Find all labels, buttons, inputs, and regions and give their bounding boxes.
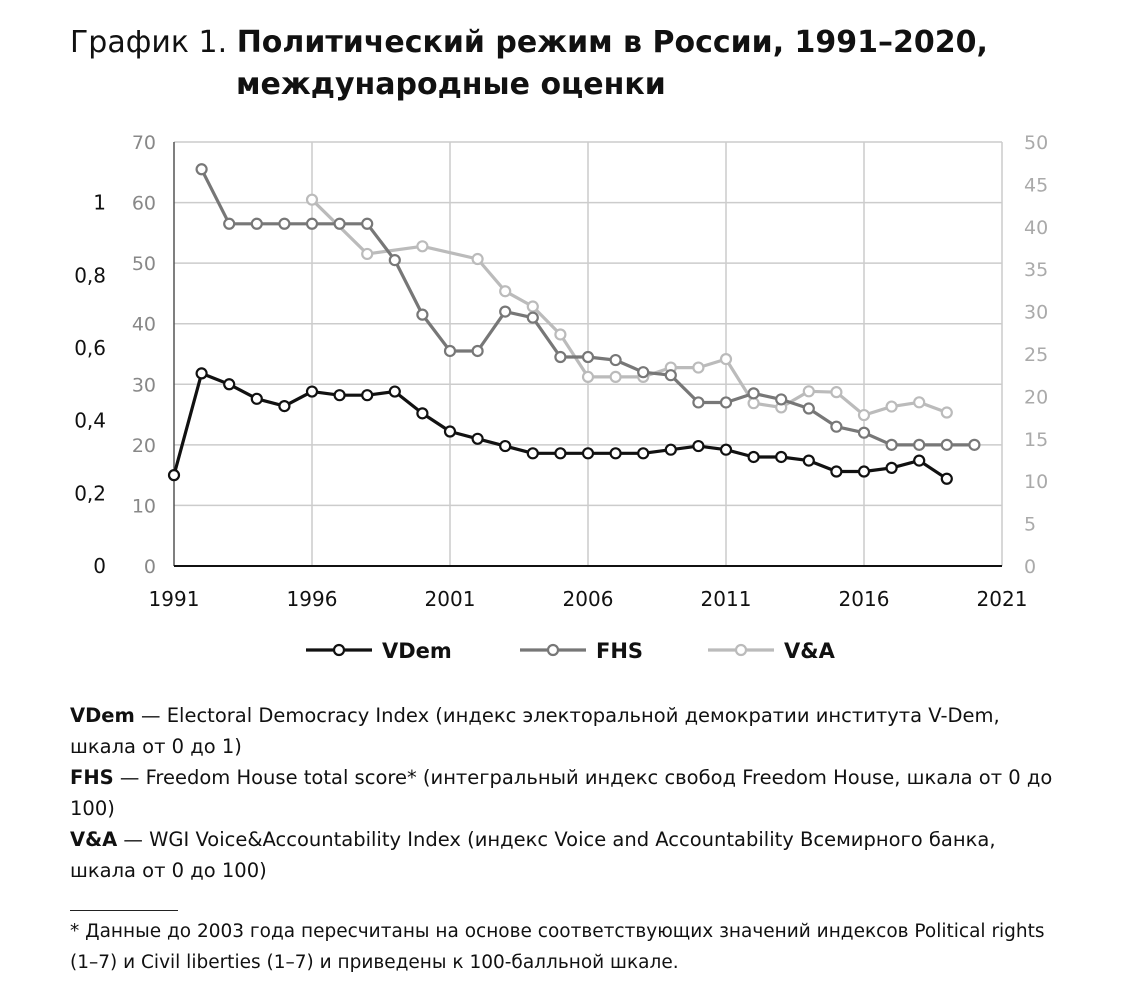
data-point-vdem: [362, 390, 372, 400]
data-point-vdem: [776, 452, 786, 462]
y-tick-label-inner: 70: [131, 132, 156, 154]
note-va: [70, 824, 1060, 886]
y-tick-label-outer: 0: [93, 554, 106, 578]
data-point-va: [362, 249, 372, 259]
note-text: — WGI Voice&Accountability Index (индекс Voice and Accountability Всемирного банка, шкала от 0 до 100): [70, 828, 996, 882]
data-point-vdem: [611, 448, 621, 458]
data-point-va: [914, 397, 924, 407]
series-line-va: [312, 200, 947, 415]
footnote: [70, 916, 1060, 978]
legend-label-va: V&A: [784, 639, 835, 663]
data-point-vdem: [859, 467, 869, 477]
legend-label-vdem: VDem: [382, 639, 452, 663]
legend-marker-vdem: [334, 645, 344, 655]
data-point-fhs: [473, 346, 483, 356]
data-point-fhs: [749, 388, 759, 398]
data-point-fhs: [776, 394, 786, 404]
data-point-vdem: [666, 445, 676, 455]
y-tick-label-right: 45: [1024, 174, 1049, 197]
chart-title-line1: Политический режим в России, 1991–2020,: [236, 25, 988, 60]
y-tick-label-inner: 30: [131, 374, 156, 397]
note-fhs: [70, 762, 1060, 824]
data-point-vdem: [831, 467, 841, 477]
data-point-fhs: [914, 440, 924, 450]
data-point-vdem: [224, 379, 234, 389]
data-point-fhs: [583, 352, 593, 362]
data-point-va: [693, 363, 703, 373]
x-tick-label: 1996: [286, 587, 338, 611]
y-tick-label-right: 0: [1024, 556, 1037, 578]
y-tick-label-inner: 0: [143, 556, 156, 578]
data-point-fhs: [721, 397, 731, 407]
data-point-fhs: [831, 422, 841, 432]
data-point-vdem: [417, 408, 427, 418]
data-point-vdem: [197, 368, 207, 378]
data-point-vdem: [307, 387, 317, 397]
y-tick-label-right: 5: [1024, 513, 1037, 536]
data-point-vdem: [749, 452, 759, 462]
y-tick-label-right: 40: [1024, 216, 1049, 239]
data-point-fhs: [969, 440, 979, 450]
x-tick-label: 2011: [700, 587, 752, 611]
data-point-vdem: [390, 387, 400, 397]
series-notes: [70, 700, 1060, 886]
data-point-vdem: [914, 456, 924, 466]
data-point-fhs: [500, 307, 510, 317]
y-tick-label-right: 25: [1024, 344, 1049, 366]
data-point-va: [749, 398, 759, 408]
data-point-fhs: [224, 219, 234, 229]
data-point-fhs: [252, 219, 262, 229]
y-tick-label-inner: 20: [131, 434, 156, 457]
note-term: FHS: [70, 766, 114, 789]
data-point-vdem: [555, 448, 565, 458]
chart-title-line2: международные оценки: [236, 67, 666, 102]
data-point-vdem: [583, 448, 593, 458]
data-point-vdem: [942, 474, 952, 484]
y-tick-label-right: 10: [1024, 471, 1049, 494]
data-point-fhs: [390, 255, 400, 265]
footnote-text: * Данные до 2003 года пересчитаны на основе соответствующих значений индексов Political rights (1–7) и Civil liberties (1–7) и приведены к 100-балльной шкале.: [70, 921, 1045, 973]
y-tick-label-inner: 40: [131, 313, 156, 336]
x-tick-label: 2006: [562, 587, 614, 611]
data-point-fhs: [942, 440, 952, 450]
note-term: VDem: [70, 704, 135, 727]
data-point-fhs: [804, 404, 814, 414]
y-tick-label-outer: 0,6: [74, 335, 106, 360]
data-point-va: [721, 354, 731, 364]
data-point-vdem: [445, 427, 455, 437]
y-tick-label-outer: 0,8: [74, 263, 106, 288]
data-point-va: [611, 372, 621, 382]
data-point-va: [500, 286, 510, 296]
legend-marker-fhs: [548, 645, 558, 655]
data-point-fhs: [362, 219, 372, 229]
x-tick-label: 2016: [838, 587, 890, 611]
data-point-va: [583, 372, 593, 382]
data-point-vdem: [279, 401, 289, 411]
data-point-va: [307, 195, 317, 205]
data-point-fhs: [197, 164, 207, 174]
y-tick-label-right: 35: [1024, 259, 1049, 282]
data-point-fhs: [887, 440, 897, 450]
y-tick-label-right: 30: [1024, 301, 1049, 324]
data-point-va: [942, 408, 952, 418]
data-point-vdem: [335, 390, 345, 400]
data-point-fhs: [693, 397, 703, 407]
y-tick-label-outer: 0,2: [74, 481, 106, 506]
data-point-vdem: [252, 394, 262, 404]
footnote-divider: [70, 910, 178, 911]
data-point-fhs: [528, 313, 538, 323]
legend-marker-va: [736, 645, 746, 655]
data-point-va: [887, 402, 897, 412]
data-point-fhs: [666, 370, 676, 380]
data-point-fhs: [335, 219, 345, 229]
data-point-va: [417, 241, 427, 251]
data-point-fhs: [417, 310, 427, 320]
data-point-fhs: [555, 352, 565, 362]
data-point-va: [804, 386, 814, 396]
data-point-fhs: [279, 219, 289, 229]
y-tick-label-outer: 0,4: [74, 408, 106, 433]
note-text: — Electoral Democracy Index (индекс электоральной демократии института V-Dem, шкала от 0 до 1): [70, 704, 1000, 758]
data-point-fhs: [445, 346, 455, 356]
data-point-vdem: [721, 445, 731, 455]
data-point-fhs: [307, 219, 317, 229]
data-point-vdem: [169, 470, 179, 480]
data-point-vdem: [887, 463, 897, 473]
y-tick-label-right: 50: [1024, 132, 1049, 154]
data-point-vdem: [500, 441, 510, 451]
y-tick-label-inner: 10: [131, 495, 156, 518]
data-point-fhs: [611, 355, 621, 365]
data-point-vdem: [804, 456, 814, 466]
data-point-vdem: [638, 448, 648, 458]
y-tick-label-outer: 1: [93, 190, 106, 215]
data-point-va: [473, 254, 483, 264]
x-tick-label: 2021: [976, 587, 1028, 611]
legend-label-fhs: FHS: [596, 639, 644, 663]
data-point-va: [859, 410, 869, 420]
data-point-va: [831, 387, 841, 397]
y-tick-label-inner: 60: [131, 192, 156, 215]
data-point-vdem: [473, 434, 483, 444]
x-tick-label: 1991: [148, 587, 200, 611]
data-point-fhs: [859, 428, 869, 438]
chart-title-prefix: График 1.: [70, 25, 228, 60]
data-point-va: [555, 329, 565, 339]
note-vdem: [70, 700, 1060, 762]
y-tick-label-inner: 50: [131, 253, 156, 276]
note-term: V&A: [70, 828, 118, 851]
data-point-vdem: [693, 441, 703, 451]
x-tick-label: 2001: [424, 587, 476, 611]
data-point-fhs: [638, 367, 648, 377]
y-tick-label-right: 20: [1024, 386, 1049, 409]
data-point-va: [528, 302, 538, 312]
data-point-vdem: [528, 448, 538, 458]
note-text: — Freedom House total score* (интегральный индекс свобод Freedom House, шкала от 0 до 100): [70, 766, 1053, 820]
y-tick-label-right: 15: [1024, 428, 1049, 451]
